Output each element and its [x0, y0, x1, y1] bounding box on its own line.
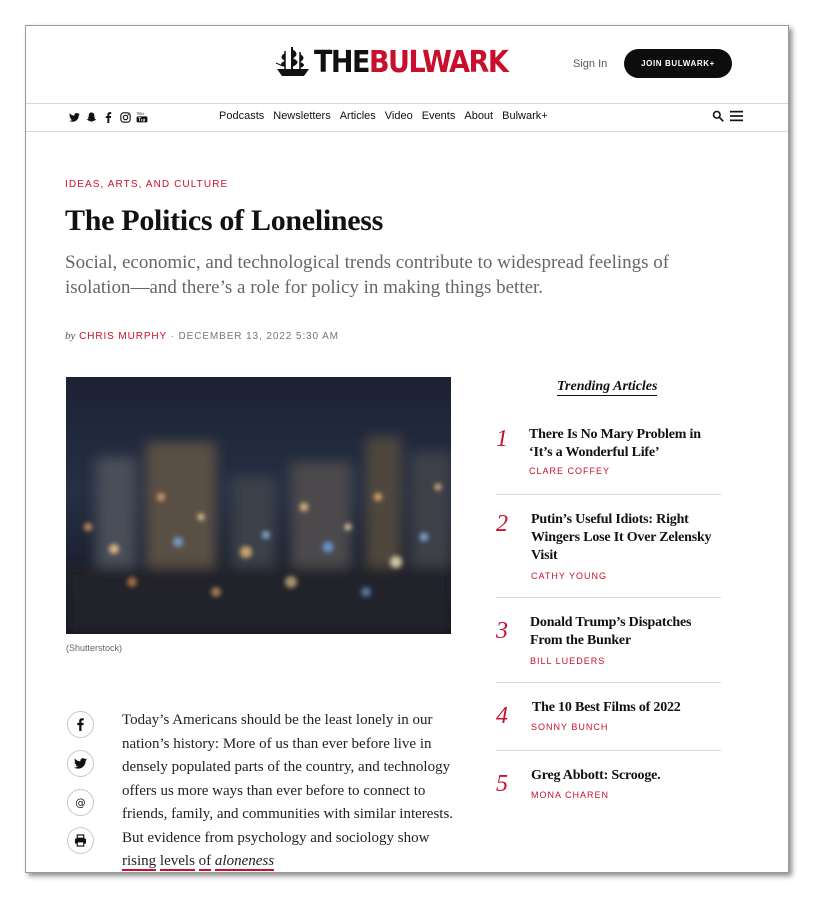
body-link-rising[interactable]: rising	[122, 853, 157, 869]
publish-date: DECEMBER 13, 2022 5:30 AM	[178, 331, 339, 342]
instagram-icon[interactable]	[119, 110, 131, 124]
trending-author[interactable]: BILL LUEDERS	[530, 656, 606, 666]
byline-separator: ·	[170, 331, 175, 342]
nav-link-about[interactable]: About	[464, 110, 494, 122]
share-email-button[interactable]	[67, 789, 94, 816]
trending-divider	[496, 494, 721, 495]
trending-author[interactable]: CATHY YOUNG	[531, 571, 608, 581]
social-icons	[68, 110, 148, 124]
share-facebook-button[interactable]	[67, 711, 94, 738]
twitter-icon[interactable]	[68, 110, 80, 124]
snapchat-icon[interactable]	[85, 110, 97, 124]
site-logo[interactable]	[274, 44, 507, 80]
city-night-bokeh-image	[66, 377, 451, 634]
ship-logo-icon	[274, 45, 312, 79]
nav-link-podcasts[interactable]: Podcasts	[219, 110, 265, 122]
trending-author[interactable]: CLARE COFFEY	[529, 466, 611, 476]
trending-title[interactable]: Putin’s Useful Idiots: Right Wingers Lose It Over Zelensky Visit	[531, 512, 712, 563]
twitter-icon	[74, 758, 87, 769]
nav-link-video[interactable]: Video	[384, 110, 413, 122]
trending-author[interactable]: SONNY BUNCH	[531, 722, 609, 732]
article-subtitle: Social, economic, and technological trends contribute to widespread feelings of isolation—and there’s a role for policy in making things better.	[65, 252, 670, 298]
trending-divider	[496, 682, 721, 683]
nav-bar	[26, 103, 788, 132]
join-bulwark-button[interactable]: JOIN BULWARK+	[624, 49, 732, 78]
trending-title[interactable]: There Is No Mary Problem in ‘It’s a Wonderful Life’	[529, 427, 701, 460]
trending-number: 4	[496, 703, 508, 729]
trending-number: 5	[496, 771, 508, 797]
image-caption: (Shutterstock)	[66, 643, 123, 653]
trending-number: 2	[496, 511, 508, 537]
share-twitter-button[interactable]	[67, 750, 94, 777]
body-link-levels[interactable]: levels	[159, 853, 195, 869]
byline	[65, 330, 339, 342]
browser-page	[25, 25, 789, 873]
trending-divider	[496, 597, 721, 598]
logo-the: THE	[314, 44, 369, 80]
trending-title[interactable]: Greg Abbott: Scrooge.	[531, 768, 661, 783]
facebook-icon[interactable]	[102, 110, 114, 124]
primary-nav	[219, 110, 548, 122]
body-link-of[interactable]: of	[198, 853, 212, 869]
body-lead-text: Today’s Americans should be the least lonely in our nation’s history: More of us than ever before live in densely populated parts of the country, and technology offers us more ways than ever before to connect to friends, family, and communities with similar interests. But evidence from psychology and sociology show	[122, 712, 454, 846]
nav-tools	[712, 110, 743, 122]
hero-image	[66, 377, 451, 634]
print-icon	[74, 834, 87, 847]
nav-link-events[interactable]: Events	[421, 110, 456, 122]
trending-author[interactable]: MONA CHAREN	[531, 790, 610, 800]
article-body-paragraph	[122, 709, 457, 873]
body-link-aloneness[interactable]: aloneness	[214, 853, 275, 869]
logo-wordmark	[314, 44, 508, 80]
trending-number: 3	[496, 618, 508, 644]
trending-divider	[496, 750, 721, 751]
trending-number: 1	[496, 426, 508, 452]
author-link[interactable]: CHRIS MURPHY	[79, 331, 167, 342]
logo-bulwark: BULWARK	[368, 44, 508, 80]
trending-title[interactable]: Donald Trump’s Dispatches From the Bunker	[530, 615, 692, 648]
search-icon[interactable]	[712, 110, 724, 122]
youtube-icon[interactable]	[136, 110, 148, 124]
nav-link-articles[interactable]: Articles	[339, 110, 376, 122]
article-title: The Politics of Loneliness	[65, 204, 384, 237]
menu-icon[interactable]	[730, 110, 743, 122]
sign-in-link[interactable]: Sign In	[573, 58, 608, 70]
trending-heading: Trending Articles	[557, 379, 658, 394]
byline-by: by	[65, 330, 76, 342]
email-icon	[74, 796, 87, 809]
article-category[interactable]: IDEAS, ARTS, AND CULTURE	[65, 179, 229, 190]
trending-title[interactable]: The 10 Best Films of 2022	[532, 700, 681, 715]
svg-text:You: You	[136, 111, 144, 117]
nav-link-newsletters[interactable]: Newsletters	[273, 110, 331, 122]
facebook-icon	[77, 718, 84, 731]
nav-link-bulwark-plus[interactable]: Bulwark+	[502, 110, 548, 122]
print-button[interactable]	[67, 827, 94, 854]
svg-text:@: @	[75, 796, 86, 809]
